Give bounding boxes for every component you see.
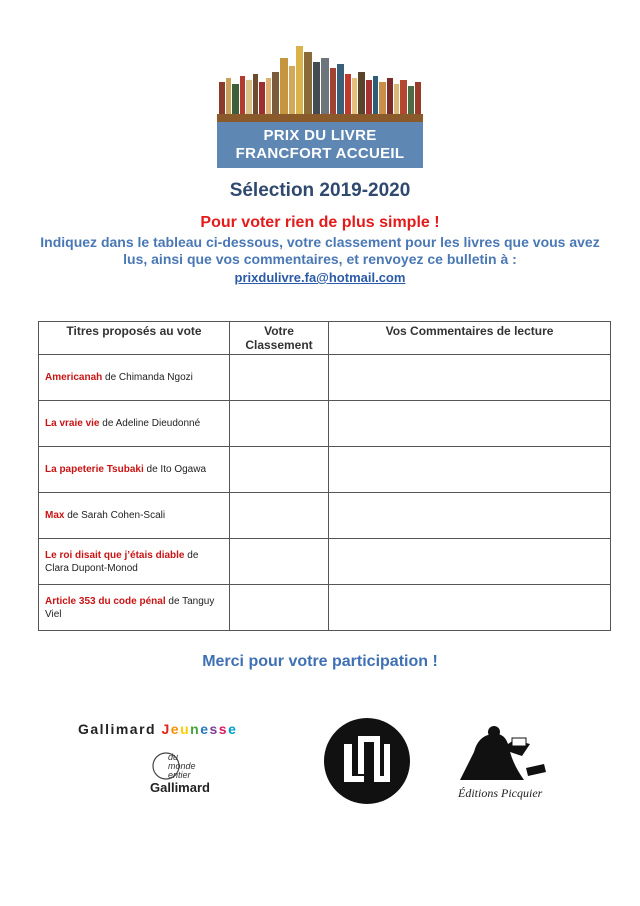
book-author: de Adeline Dieudonné <box>99 418 201 429</box>
book-title: La papeterie Tsubaki <box>45 464 144 475</box>
thanks-message: Merci pour votre participation ! <box>202 653 438 670</box>
logo-line-2: FRANCFORT ACCUEIL <box>235 145 405 162</box>
comment-cell[interactable] <box>329 355 611 401</box>
dme-line: entier <box>168 770 191 780</box>
table-row <box>39 447 611 493</box>
gallimard-jeunesse-logo <box>78 721 237 737</box>
logo-line-1: PRIX DU LIVRE <box>263 127 377 144</box>
comment-cell[interactable] <box>329 539 611 585</box>
book-cell <box>39 585 230 631</box>
book-cell <box>39 355 230 401</box>
books-skyline-icon <box>217 38 423 122</box>
logo-band <box>217 122 423 168</box>
comment-cell[interactable] <box>329 447 611 493</box>
book-cell <box>39 401 230 447</box>
header-titles: Titres proposés au vote <box>39 322 230 355</box>
table-row <box>39 585 611 631</box>
jeunesse-letter: s <box>209 721 219 737</box>
book-cell <box>39 539 230 585</box>
book-author: de Chimanda Ngozi <box>102 372 193 383</box>
book-cell <box>39 493 230 539</box>
book-title: Americanah <box>45 372 103 383</box>
comment-cell[interactable] <box>329 401 611 447</box>
instructions-text: Indiquez dans le tableau ci-dessous, votre classement pour les livres que vous avez lus, ainsi que vos commentaires, et renvoyez ce bulletin à : <box>40 234 600 267</box>
jeunesse-letter: u <box>180 721 191 737</box>
selection-heading: Sélection 2019-2020 <box>229 180 411 201</box>
table-row <box>39 355 611 401</box>
book-title: Article 353 du code pénal <box>45 595 166 607</box>
book-title: Max <box>45 510 65 521</box>
ranking-cell[interactable] <box>230 401 329 447</box>
publisher-round-logo-icon <box>322 716 412 806</box>
jeunesse-letter: e <box>228 721 238 737</box>
table-row <box>39 401 611 447</box>
comment-cell[interactable] <box>329 585 611 631</box>
ranking-cell[interactable] <box>230 447 329 493</box>
comment-cell[interactable] <box>329 493 611 539</box>
picquier-text: Éditions Picquier <box>458 786 543 800</box>
vote-title: Pour voter rien de plus simple ! <box>200 214 440 231</box>
jeunesse-letter: s <box>218 721 229 737</box>
prix-du-livre-logo <box>217 38 423 168</box>
book-author: de Sarah Cohen-Scali <box>64 510 166 521</box>
vote-table <box>38 321 611 631</box>
jeunesse-letter: J <box>161 721 171 737</box>
book-author: de Clara Dupont-Monod <box>45 549 199 574</box>
email-link[interactable]: prixdulivre.fa@hotmail.com <box>234 270 406 285</box>
table-row <box>39 493 611 539</box>
ranking-cell[interactable] <box>230 539 329 585</box>
dme-gallimard-text: Gallimard <box>150 780 210 795</box>
table-header-row <box>39 322 611 355</box>
dme-line: du <box>168 752 179 762</box>
header-comments: Vos Commentaires de lecture <box>329 322 611 355</box>
ranking-cell[interactable] <box>230 493 329 539</box>
jeunesse-letter: e <box>170 721 181 737</box>
dme-line: monde <box>168 761 196 771</box>
book-title: Le roi disait que j’étais diable <box>45 549 185 561</box>
ranking-cell[interactable] <box>230 585 329 631</box>
header-ranking: Votre Classement <box>230 322 329 355</box>
jeunesse-letter: e <box>200 721 210 737</box>
book-title: La vraie vie <box>45 418 100 429</box>
table-row <box>39 539 611 585</box>
gallimard-word: Gallimard <box>78 721 162 737</box>
jeunesse-letter: n <box>190 721 201 737</box>
picquier-reader-icon <box>452 722 552 782</box>
du-monde-entier-text <box>168 753 196 780</box>
ranking-cell[interactable] <box>230 355 329 401</box>
book-author: de Tanguy Viel <box>45 595 215 620</box>
book-cell <box>39 447 230 493</box>
book-author: de Ito Ogawa <box>143 464 207 475</box>
